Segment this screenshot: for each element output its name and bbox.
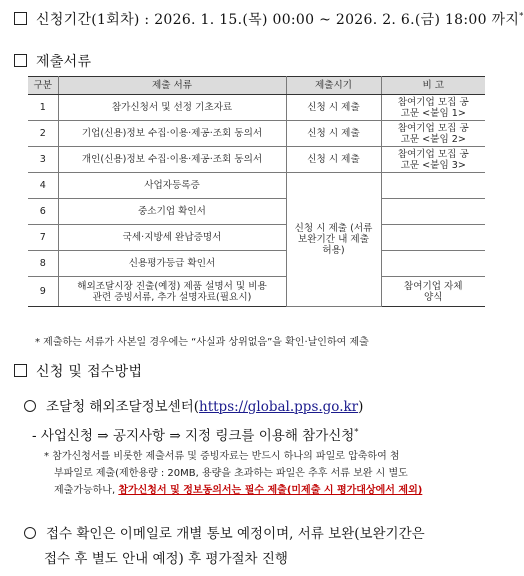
column-header: 비 고 xyxy=(381,77,485,95)
column-header: 구분 xyxy=(28,77,58,95)
site-link[interactable]: https://global.pps.go.kr xyxy=(199,399,359,415)
merged-submission-timing: 신청 시 제출 (서류보완기간 내 제출 허용) xyxy=(286,173,381,307)
row-number: 2 xyxy=(28,121,58,147)
remark: 참여기업 자체 양식 xyxy=(381,277,485,307)
row-number: 7 xyxy=(28,225,58,251)
documents-table xyxy=(28,76,485,307)
submission-timing: 신청 시 제출 xyxy=(286,121,381,147)
document-name: 해외조달시장 진출(예정) 제품 설명서 및 비용 관련 증빙서류, 추가 설명자료(필요시) xyxy=(58,277,286,307)
document-name: 사업자등록증 xyxy=(58,173,286,199)
column-header: 제출시기 xyxy=(286,77,381,95)
checkbox-square-icon xyxy=(14,54,27,67)
row-number: 4 xyxy=(28,173,58,199)
documents-heading-text: 제출서류 xyxy=(36,54,92,70)
method-heading-label: 신청 및 접수방법 xyxy=(36,364,143,380)
table-row xyxy=(28,251,485,277)
remark-empty xyxy=(381,199,485,225)
application-period xyxy=(14,9,524,29)
checkbox-square-icon xyxy=(14,364,27,377)
table-row xyxy=(28,277,485,307)
confirm-line-1 xyxy=(24,522,425,542)
required-documents-warning: 참가신청서 및 정보동의서는 필수 제출(미제출 시 평가대상에서 제외) xyxy=(118,485,423,496)
remark-empty xyxy=(381,251,485,277)
column-header: 제출 서류 xyxy=(58,77,286,95)
circle-bullet-icon xyxy=(24,527,36,539)
remark: 참여기업 모집 공고문 <붙임 1> xyxy=(381,95,485,121)
site-suffix: ) xyxy=(358,399,364,415)
submission-timing: 신청 시 제출 xyxy=(286,95,381,121)
period-text: 신청기간(1회차) : 2026. 1. 15.(목) 00:00 ~ 2026. 2. 6.(금) 18:00 까지 xyxy=(36,12,520,28)
document-name: 중소기업 확인서 xyxy=(58,199,286,225)
row-number: 1 xyxy=(28,95,58,121)
submission-timing: 신청 시 제출 xyxy=(286,147,381,173)
site-line xyxy=(24,395,363,415)
remark: 참여기업 모집 공고문 <붙임 2> xyxy=(381,121,485,147)
checkbox-square-icon xyxy=(14,12,27,25)
circle-bullet-icon xyxy=(24,400,36,412)
confirm-text-1: 접수 확인은 이메일로 개별 통보 예정이며, 서류 보완(보완기간은 xyxy=(46,526,425,542)
table-row xyxy=(28,199,485,225)
submission-note-plain: 제출가능하나, xyxy=(54,485,119,496)
document-name: 기업(신용)정보 수집·이용·제공·조회 동의서 xyxy=(58,121,286,147)
document-name: 참가신청서 및 선정 기초자료 xyxy=(58,95,286,121)
row-number: 8 xyxy=(28,251,58,277)
documents-heading xyxy=(14,51,91,71)
table-header-row xyxy=(28,77,485,95)
period-mark: * xyxy=(519,11,524,21)
document-name: 국세·지방세 완납증명서 xyxy=(58,225,286,251)
submission-note-line: 부파일로 제출(제한용량 : 20MB, 용량을 초과하는 파일은 추후 서류 보완 시 별도 xyxy=(54,468,408,479)
site-prefix: 조달청 해외조달정보센터( xyxy=(46,399,200,415)
submission-note-line: * 참가신청서를 비롯한 제출서류 및 증빙자료는 반드시 하나의 파일로 압축하여 첨 xyxy=(44,451,400,462)
table-row xyxy=(28,95,485,121)
table-row xyxy=(28,121,485,147)
remark-empty xyxy=(381,173,485,199)
submission-note-line xyxy=(44,482,422,499)
submission-note xyxy=(44,448,422,499)
table-row xyxy=(28,147,485,173)
remark: 참여기업 모집 공고문 <붙임 3> xyxy=(381,147,485,173)
apply-path-text: - 사업신청 ⇒ 공지사항 ⇒ 지정 링크를 이용해 참가신청 xyxy=(32,428,355,444)
row-number: 3 xyxy=(28,147,58,173)
documents-footnote: * 제출하는 서류가 사본일 경우에는 “사실과 상위없음”을 확인·날인하여 제출 xyxy=(35,337,369,348)
table-row xyxy=(28,173,485,199)
row-number: 6 xyxy=(28,199,58,225)
apply-path xyxy=(32,424,358,444)
row-number: 9 xyxy=(28,277,58,307)
table-row xyxy=(28,225,485,251)
confirm-line-2: 접수 후 별도 안내 예정) 후 평가절차 진행 xyxy=(44,551,288,567)
document-name: 신용평가등급 확인서 xyxy=(58,251,286,277)
apply-path-mark: * xyxy=(354,427,359,437)
method-heading xyxy=(14,361,142,381)
remark-empty xyxy=(381,225,485,251)
document-name: 개인(신용)정보 수집·이용·제공·조회 동의서 xyxy=(58,147,286,173)
